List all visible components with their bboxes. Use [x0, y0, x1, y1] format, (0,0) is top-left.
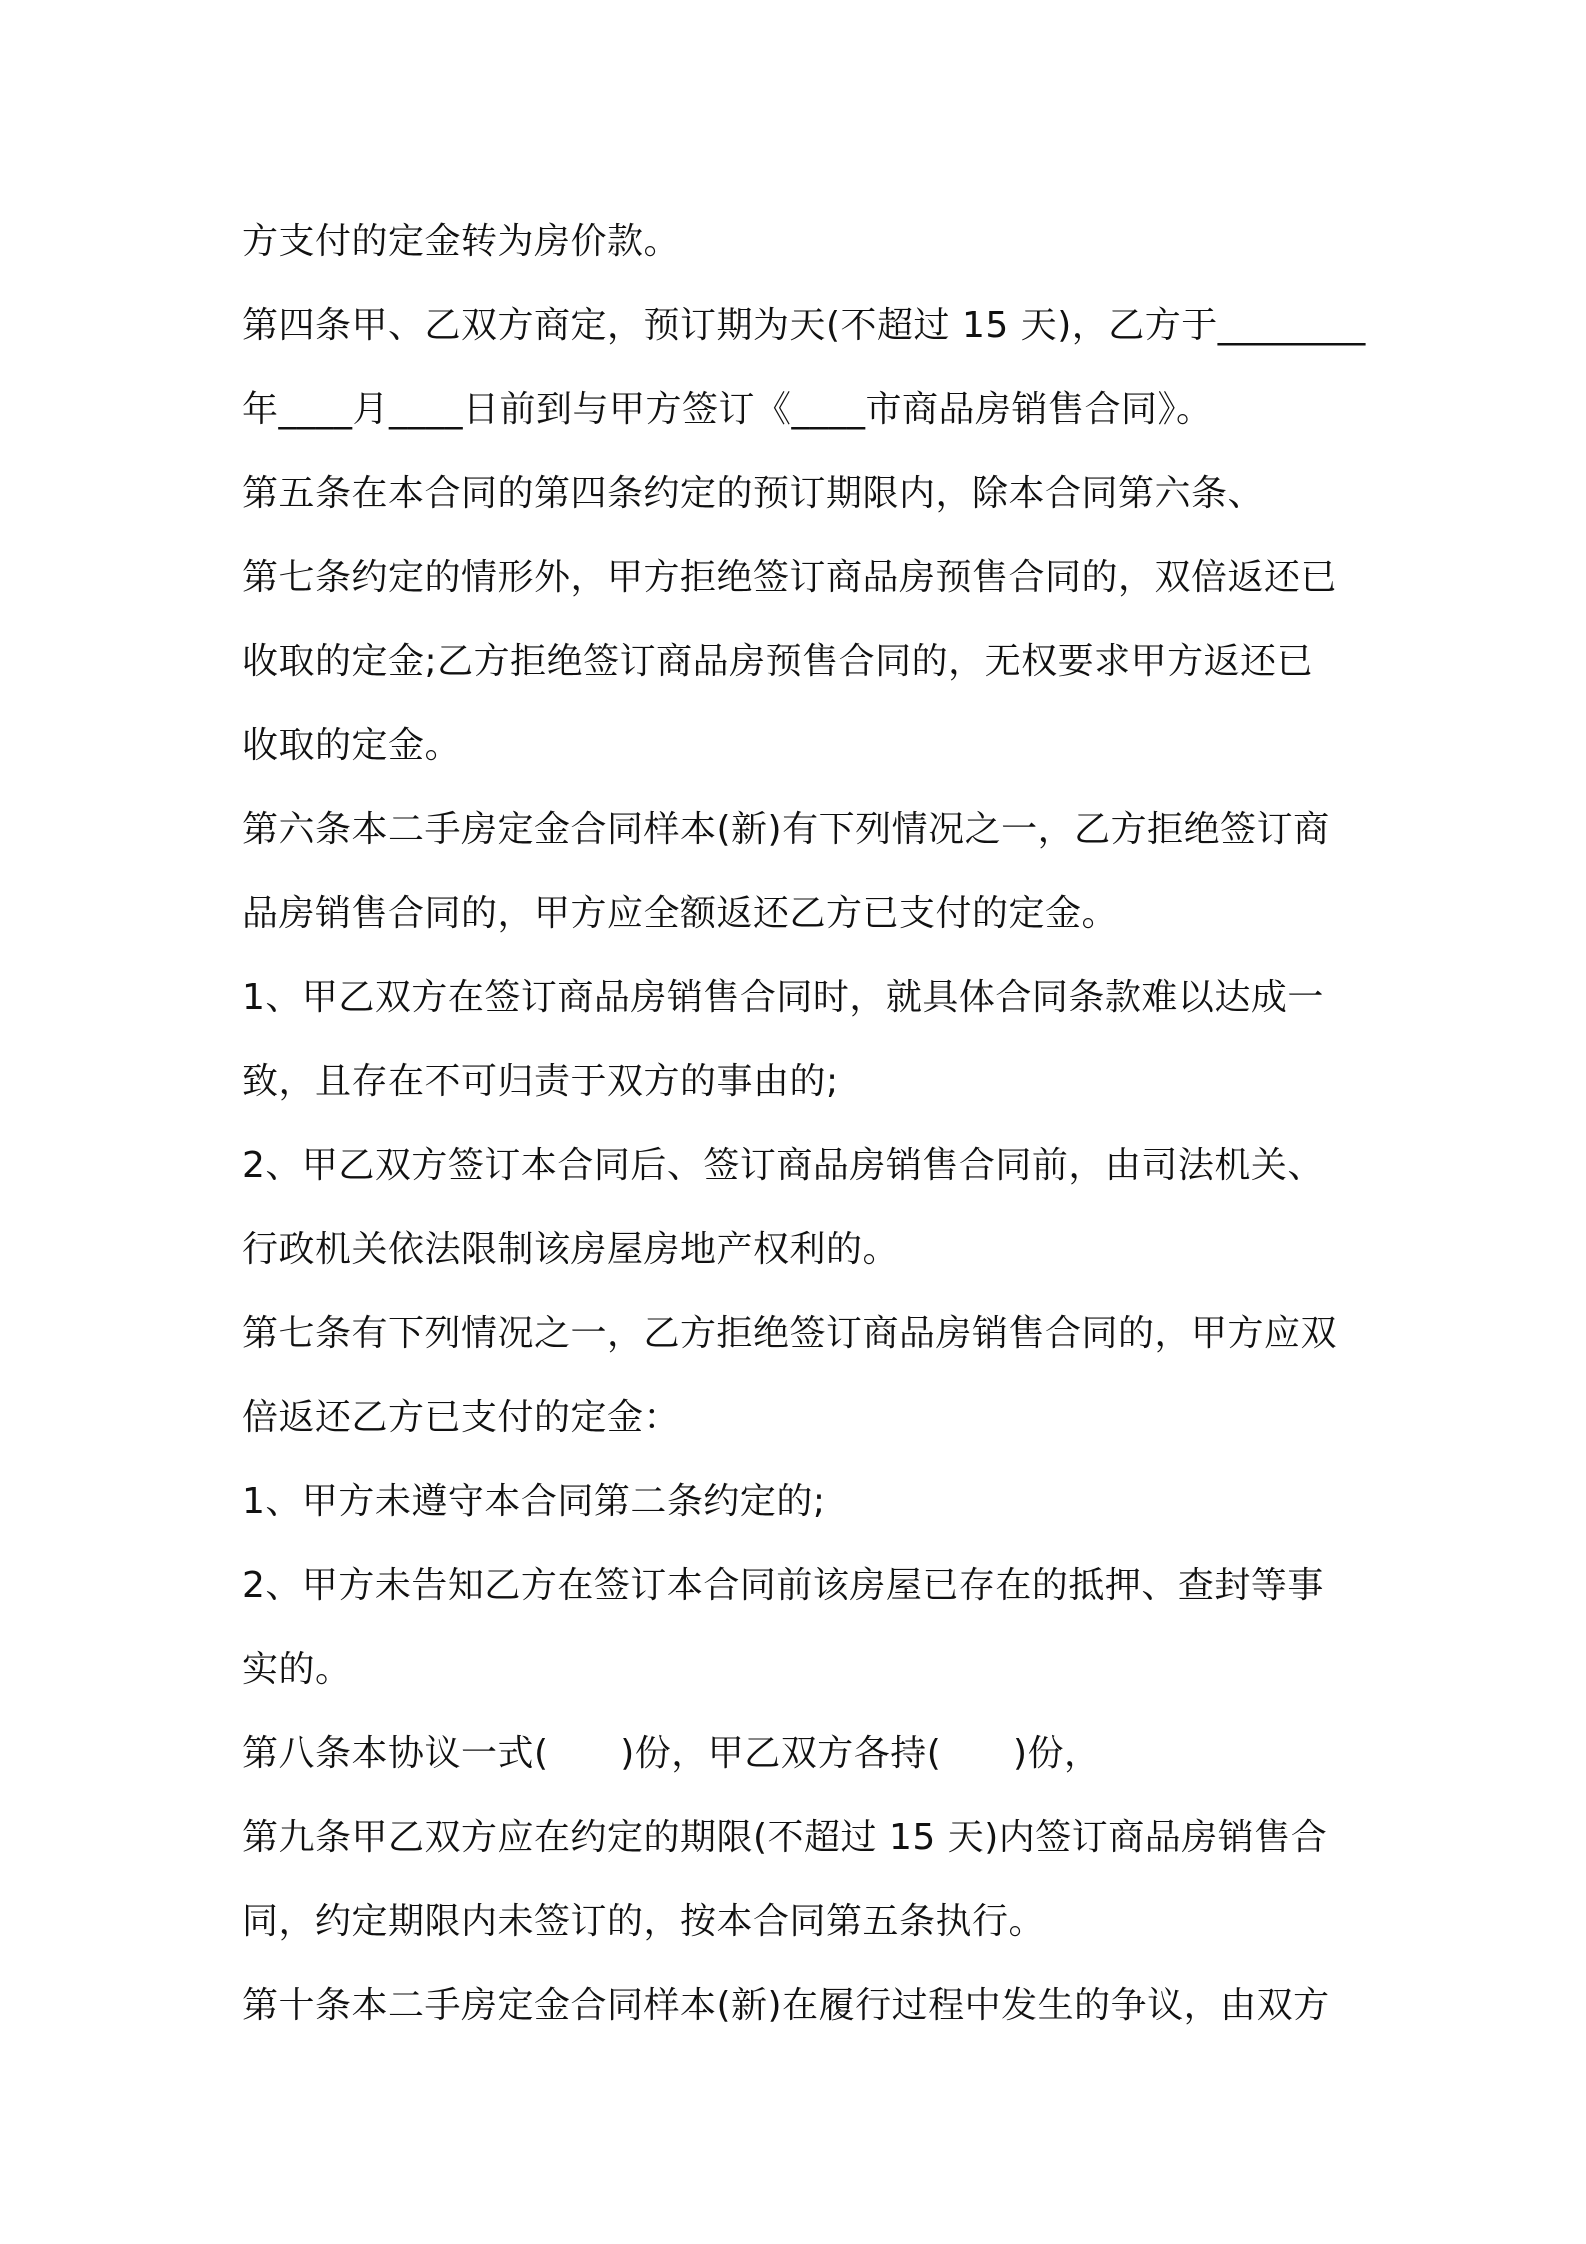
text-line: 品房销售合同的，甲方应全额返还乙方已支付的定金。	[242, 893, 1119, 934]
text-line: 第四条甲、乙双方商定，预订期为天(不超过 15 天)，乙方于________	[242, 305, 1366, 346]
text-line: 致，且存在不可归责于双方的事由的;	[242, 1061, 839, 1102]
text-line: 第八条本协议一式( )份，甲乙双方各持( )份，	[242, 1733, 1101, 1774]
document-body	[242, 200, 1366, 2048]
text-line: 年____月____日前到与甲方签订《____市商品房销售合同》。	[242, 389, 1213, 430]
text-line: 倍返还乙方已支付的定金：	[242, 1397, 681, 1438]
text-line: 第十条本二手房定金合同样本(新)在履行过程中发生的争议，由双方	[242, 1985, 1330, 2026]
text-line: 1、甲乙双方在签订商品房销售合同时，就具体合同条款难以达成一	[242, 977, 1324, 1018]
text-line: 第五条在本合同的第四条约定的预订期限内，除本合同第六条、	[242, 473, 1265, 514]
text-line: 方支付的定金转为房价款。	[242, 221, 681, 262]
text-line: 同，约定期限内未签订的，按本合同第五条执行。	[242, 1901, 1046, 1942]
text-line: 行政机关依法限制该房屋房地产权利的。	[242, 1229, 900, 1270]
text-line: 第九条甲乙双方应在约定的期限(不超过 15 天)内签订商品房销售合	[242, 1817, 1328, 1858]
text-line: 收取的定金;乙方拒绝签订商品房预售合同的，无权要求甲方返还已	[242, 641, 1314, 682]
text-line: 实的。	[242, 1649, 352, 1690]
text-line: 1、甲方未遵守本合同第二条约定的;	[242, 1481, 826, 1522]
text-line: 第七条约定的情形外，甲方拒绝签订商品房预售合同的，双倍返还已	[242, 557, 1338, 598]
text-line: 收取的定金。	[242, 725, 462, 766]
text-line: 2、甲乙双方签订本合同后、签订商品房销售合同前，由司法机关、	[242, 1145, 1324, 1186]
text-line: 2、甲方未告知乙方在签订本合同前该房屋已存在的抵押、查封等事	[242, 1565, 1324, 1606]
text-line: 第六条本二手房定金合同样本(新)有下列情况之一，乙方拒绝签订商	[242, 809, 1330, 850]
text-line: 第七条有下列情况之一，乙方拒绝签订商品房销售合同的，甲方应双	[242, 1313, 1338, 1354]
